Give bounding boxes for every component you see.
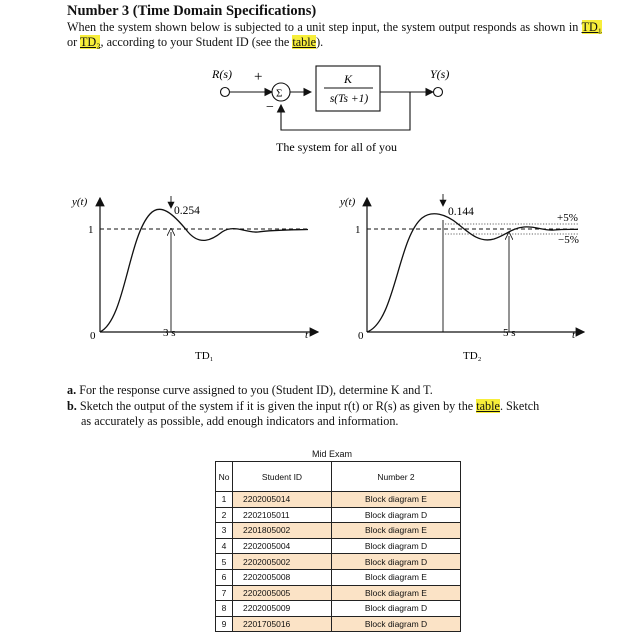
td2-t-label: t — [572, 329, 576, 341]
td1-y-tick: 1 — [88, 224, 94, 236]
td2-time-label: 5 s — [503, 327, 516, 339]
td2-upper-band-label: +5% — [557, 212, 578, 224]
summer-symbol: Σ — [276, 87, 283, 100]
question-a-text: For the response curve assigned to you (Student ID), determine K and T. — [79, 383, 433, 397]
table-row — [216, 538, 461, 554]
table-row — [216, 601, 461, 617]
row-block: Block diagram D — [332, 601, 461, 617]
table-row — [216, 554, 461, 570]
input-terminal — [221, 88, 230, 97]
row-student-id: 2201805002 — [233, 523, 332, 539]
row-no: 8 — [216, 601, 233, 617]
td1-link[interactable]: TD₁ — [581, 20, 602, 34]
plus-sign: + — [254, 69, 263, 85]
question-a-label: a. — [67, 383, 77, 397]
row-student-id: 2202005014 — [233, 492, 332, 508]
row-block: Block diagram D — [332, 616, 461, 632]
table-link-b[interactable]: table — [476, 399, 500, 413]
td2-origin: 0 — [358, 330, 364, 342]
row-no: 3 — [216, 523, 233, 539]
td1-response-curve — [100, 209, 308, 332]
intro-text-2: , according to your Student ID (see the — [100, 35, 293, 49]
td1-caption: TD₁ — [195, 350, 214, 362]
row-student-id: 2202005005 — [233, 585, 332, 601]
td2-link[interactable]: TD₂ — [79, 35, 101, 49]
row-student-id: 2202005002 — [233, 554, 332, 570]
row-no: 7 — [216, 585, 233, 601]
header-no: No — [216, 462, 233, 492]
td1-y-axis-label: y(t) — [72, 196, 88, 208]
td2-peak-label: 0.144 — [448, 206, 474, 218]
row-block: Block diagram D — [332, 538, 461, 554]
tf-numerator: K — [343, 72, 353, 86]
row-student-id: 2202005008 — [233, 569, 332, 585]
header-number-2: Number 2 — [332, 462, 461, 492]
table-row — [216, 569, 461, 585]
output-terminal — [434, 88, 443, 97]
question-b-label: b. — [67, 399, 77, 413]
diagram-caption: The system for all of you — [276, 140, 397, 154]
td1-time-label: 3 s — [163, 327, 176, 339]
plot-td1 — [71, 196, 318, 362]
row-no: 5 — [216, 554, 233, 570]
intro-or: or — [67, 35, 80, 49]
row-block: Block diagram D — [332, 507, 461, 523]
table-row — [216, 585, 461, 601]
question-b-text-1: Sketch the output of the system if it is given the input r(t) or R(s) as given by the — [79, 399, 477, 413]
question-b-text-3: as accurately as possible, add enough indicators and information. — [81, 414, 399, 428]
row-block: Block diagram E — [332, 492, 461, 508]
row-student-id: 2201705016 — [233, 616, 332, 632]
row-student-id: 2202105011 — [233, 507, 332, 523]
td2-lower-band-label: −5% — [558, 234, 579, 246]
row-no: 4 — [216, 538, 233, 554]
row-no: 1 — [216, 492, 233, 508]
row-block: Block diagram E — [332, 585, 461, 601]
input-label: R(s) — [212, 67, 232, 81]
td2-caption: TD₂ — [463, 350, 482, 362]
row-block: Block diagram E — [332, 569, 461, 585]
output-label: Y(s) — [430, 67, 450, 81]
question-b — [67, 399, 607, 429]
td2-response-curve — [367, 214, 578, 332]
minus-sign: − — [266, 100, 274, 115]
row-block: Block diagram E — [332, 523, 461, 539]
table-link[interactable]: table — [292, 35, 317, 49]
table-row — [216, 523, 461, 539]
row-no: 2 — [216, 507, 233, 523]
td1-t-label: t — [305, 329, 309, 341]
row-no: 9 — [216, 616, 233, 632]
student-table — [215, 461, 461, 632]
row-student-id: 2202005004 — [233, 538, 332, 554]
table-row — [216, 616, 461, 632]
plot-td2 — [339, 194, 584, 362]
intro-text-3: ). — [316, 35, 324, 49]
td1-peak-label: 0.254 — [174, 205, 200, 217]
td2-y-axis-label: y(t) — [340, 196, 356, 208]
intro-text-1: When the system shown below is subjected to a unit step input, the system output responds as shown in — [67, 20, 582, 34]
row-student-id: 2202005009 — [233, 601, 332, 617]
question-a — [67, 383, 433, 398]
table-header-row — [216, 462, 461, 492]
table-row — [216, 492, 461, 508]
table-caption: Mid Exam — [312, 449, 353, 459]
table-row — [216, 507, 461, 523]
td1-origin: 0 — [90, 330, 96, 342]
td2-y-tick: 1 — [355, 224, 361, 236]
row-no: 6 — [216, 569, 233, 585]
tf-denominator: s(Ts +1) — [329, 93, 369, 105]
question-b-text-2: . Sketch — [499, 399, 540, 413]
problem-title: Number 3 (Time Domain Specifications) — [67, 3, 317, 19]
row-block: Block diagram D — [332, 554, 461, 570]
block-diagram — [211, 66, 449, 154]
header-student-id: Student ID — [233, 462, 332, 492]
